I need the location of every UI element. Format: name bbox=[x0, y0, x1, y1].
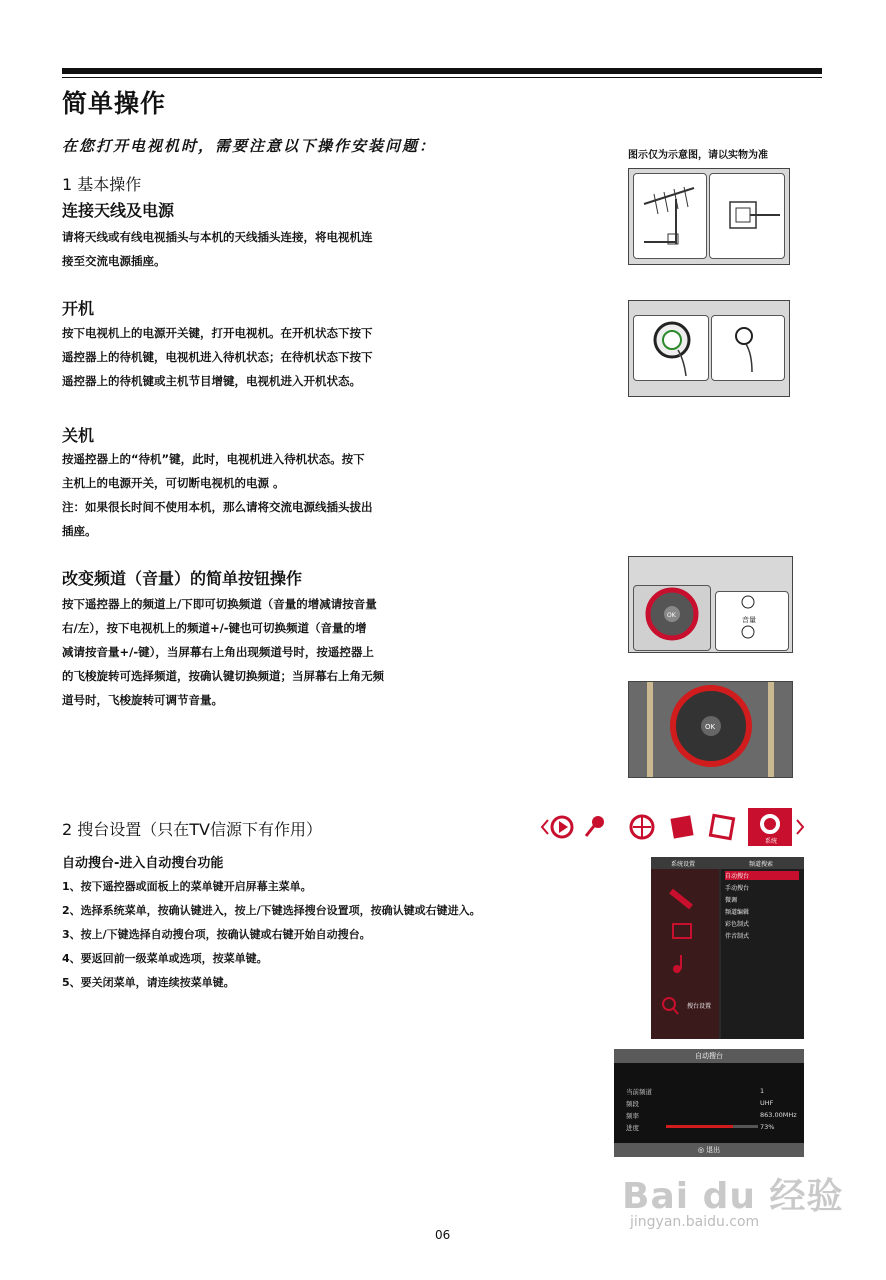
step-4: 4、要返回前一级菜单或选项，按菜单键。 bbox=[62, 952, 268, 965]
icon-bar-label: 系统 bbox=[765, 838, 778, 845]
row-label-channel: 当前频道 bbox=[626, 1088, 652, 1096]
intro-text: 在您打开电视机时，需要注意以下操作安装问题： bbox=[62, 137, 437, 155]
microphone-icon bbox=[586, 816, 604, 836]
dial-panel bbox=[633, 585, 711, 651]
antenna-text: 请将天线或有线电视插头与本机的天线插头连接，将电视机连 接至交流电源插座。 bbox=[62, 230, 373, 268]
step-5: 5、要关闭菜单，请连续按菜单键。 bbox=[62, 976, 235, 989]
channel-text: 按下遥控器上的频道上/下即可切换频道（音量的增减请按音量 右/左），按下电视机上的频道+/-键也可切换频道（音量的增 减请按音量+/-键），当屏幕右上角出现频道号时，按遥控器上 的飞梭旋转可选择频道，按确认键切换频道；当屏幕右上角无频 道号时，飞梭旋转可调节音量。 bbox=[62, 597, 384, 707]
globe-icon bbox=[631, 816, 653, 838]
menu1-right-panel bbox=[721, 869, 804, 1039]
page-title: 简单操作 bbox=[62, 89, 167, 118]
row-label-band: 频段 bbox=[626, 1100, 639, 1108]
menu-item-auto-search[interactable]: 自动搜台 bbox=[725, 871, 799, 880]
jog-dial-icon bbox=[634, 586, 710, 650]
menu1-right-header: 频道搜索 bbox=[749, 861, 774, 868]
section1-heading: 1 基本操作 bbox=[62, 175, 142, 194]
menu-item-fine-tune[interactable]: 微调 bbox=[725, 897, 738, 904]
step-2: 2、选择系统菜单，按确认键进入，按上/下键选择搜台设置项，按确认键或右键进入。 bbox=[62, 904, 481, 917]
row-label-progress: 进度 bbox=[626, 1124, 639, 1132]
arrow-right-icon bbox=[797, 820, 803, 834]
page-number: 06 bbox=[435, 1228, 451, 1242]
edit-icon bbox=[710, 815, 733, 838]
svg-text:音量: 音量 bbox=[742, 616, 756, 624]
menu2-footer[interactable]: ◎ 退出 bbox=[614, 1143, 804, 1157]
standby-button-icon bbox=[712, 316, 784, 380]
progress-bar bbox=[666, 1125, 758, 1128]
step-3: 3、按上/下键选择自动搜台项，按确认键或右键开始自动搜台。 bbox=[62, 928, 371, 941]
header-rule bbox=[62, 68, 822, 74]
section2-heading: 2 搜台设置（只在TV信源下有作用） bbox=[62, 820, 322, 839]
svg-text:OK: OK bbox=[667, 612, 676, 619]
channel-heading: 改变频道（音量）的简单按钮操作 bbox=[62, 569, 303, 588]
steps-list bbox=[62, 875, 481, 995]
section2-sub: 自动搜台-进入自动搜台功能 bbox=[62, 856, 224, 871]
menu-item-channel-edit[interactable]: 频道编辑 bbox=[725, 909, 750, 916]
power-panel-tv bbox=[633, 315, 709, 381]
power-button-icon bbox=[634, 316, 708, 380]
system-menu-screen bbox=[651, 857, 804, 1039]
menu-item-manual-search[interactable]: 手动搜台 bbox=[725, 885, 750, 892]
power-on-text: 按下电视机上的电源开关键，打开电视机。在开机状态下按下 遥控器上的待机键，电视机进入待机状态；在待机状态下按下 遥控器上的待机键或主机节目增键，电视机进入开机状态。 bbox=[62, 326, 373, 388]
power-off-heading: 关机 bbox=[62, 426, 95, 445]
row-value-band: UHF bbox=[760, 1099, 774, 1107]
antenna-panel bbox=[633, 173, 707, 259]
music-icon bbox=[673, 955, 681, 973]
menu-item-color-system[interactable]: 彩色制式 bbox=[725, 921, 750, 928]
power-socket-icon bbox=[710, 174, 784, 258]
photo-icon bbox=[670, 815, 693, 838]
socket-panel bbox=[709, 173, 785, 259]
power-panel-remote bbox=[711, 315, 785, 381]
power-figure bbox=[628, 300, 790, 397]
header-rule-thin bbox=[62, 77, 822, 78]
figure-note: 图示仅为示意图，请以实物为准 bbox=[628, 150, 768, 161]
antenna-heading: 连接天线及电源 bbox=[62, 201, 175, 220]
volume-button-icon bbox=[716, 592, 788, 650]
row-value-progress: 73% bbox=[760, 1123, 775, 1131]
search-icon bbox=[663, 998, 678, 1014]
power-off-text: 按遥控器上的“待机”键，此时，电视机进入待机状态。按下 主机上的电源开关，可切断电视机的电源 。 注：如果很长时间不使用本机，那么请将交流电源线插头拔出 插座。 bbox=[62, 452, 373, 538]
menu2-header: 自动搜台 bbox=[614, 1049, 804, 1063]
row-label-freq: 频率 bbox=[626, 1112, 639, 1120]
grid-icon bbox=[673, 924, 691, 938]
antenna-figure bbox=[628, 168, 790, 265]
channel-figure bbox=[628, 556, 793, 653]
menu-item-sound-system[interactable]: 伴音制式 bbox=[725, 933, 750, 940]
row-value-freq: 863.00MHz bbox=[760, 1111, 797, 1119]
svg-text:OK: OK bbox=[705, 723, 716, 731]
auto-search-screen bbox=[614, 1049, 804, 1157]
arrow-left-icon bbox=[542, 820, 548, 834]
row-value-channel: 1 bbox=[760, 1087, 765, 1095]
menu-icon-bar bbox=[540, 808, 805, 846]
menu1-left-panel bbox=[651, 869, 719, 1039]
remote-dial-figure bbox=[628, 681, 793, 778]
antenna-icon bbox=[634, 174, 706, 258]
watermark-logo: Bai du 经验 bbox=[622, 1176, 844, 1217]
watermark-url: jingyan.baidu.com bbox=[630, 1214, 760, 1230]
step-1: 1、按下遥控器或面板上的菜单键开启屏幕主菜单。 bbox=[62, 880, 312, 893]
menu1-left-header: 系统设置 bbox=[671, 861, 696, 868]
remote-dial-icon bbox=[629, 682, 792, 777]
play-icon bbox=[552, 817, 572, 837]
power-on-heading: 开机 bbox=[62, 299, 95, 318]
menu1-left-label: 搜台设置 bbox=[687, 1003, 712, 1010]
wrench-icon bbox=[671, 891, 691, 907]
volume-panel bbox=[715, 591, 789, 651]
